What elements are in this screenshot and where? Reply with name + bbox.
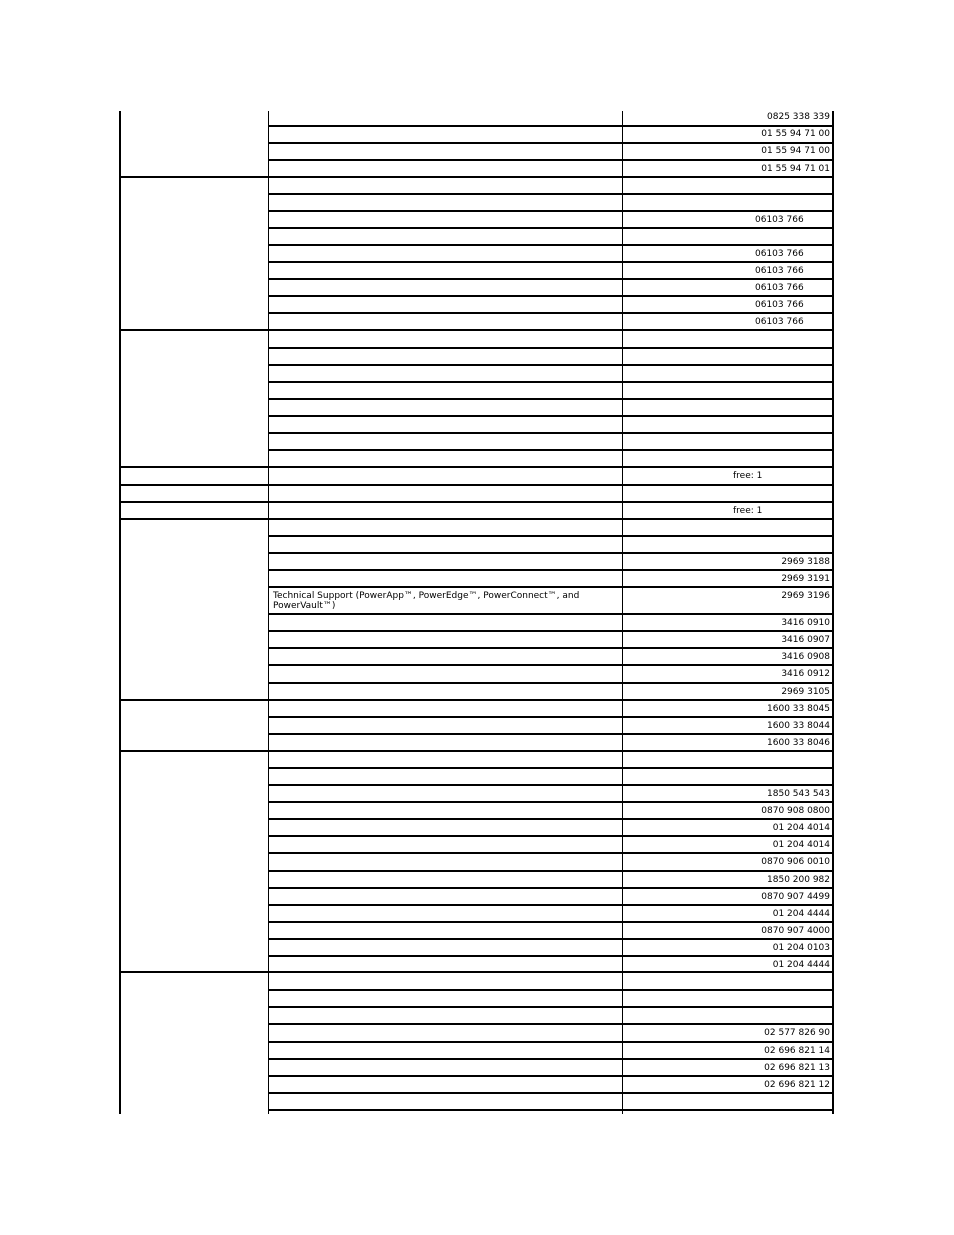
row-divider (268, 835, 834, 837)
phone-number: 1600 33 8045 (767, 704, 830, 714)
service-label: Technical Support (PowerApp™, PowerEdge™, PowerConnect™, and PowerVault™) (273, 591, 580, 611)
row-divider (268, 1041, 834, 1043)
row-divider (268, 586, 834, 588)
row-divider (119, 176, 834, 178)
phone-number: 01 55 94 71 01 (761, 164, 830, 174)
phone-number: free: 1 (733, 506, 763, 516)
row-divider (268, 938, 834, 940)
row-divider (119, 501, 834, 503)
row-divider (268, 159, 834, 161)
phone-number: 3416 0910 (781, 618, 830, 628)
row-divider (268, 1109, 834, 1111)
row-divider (268, 552, 834, 554)
phone-number: 1850 543 543 (767, 789, 830, 799)
table-border-left (119, 111, 121, 1114)
phone-number: 01 204 4444 (772, 909, 830, 919)
row-divider (268, 261, 834, 263)
phone-number: 0870 906 0010 (761, 857, 830, 867)
row-divider (268, 295, 834, 297)
row-divider (268, 647, 834, 649)
row-divider (268, 613, 834, 615)
row-divider (268, 210, 834, 212)
phone-number: 01 55 94 71 00 (761, 146, 830, 156)
row-divider (268, 312, 834, 314)
row-divider (268, 767, 834, 769)
row-divider (119, 699, 834, 701)
row-divider (268, 193, 834, 195)
phone-number: 06103 766 (755, 317, 804, 327)
phone-number: 0870 908 0800 (761, 806, 830, 816)
row-divider (268, 733, 834, 735)
row-divider (268, 1092, 834, 1094)
row-divider (268, 664, 834, 666)
phone-number: 01 204 4014 (772, 840, 830, 850)
phone-number: 1600 33 8044 (767, 721, 830, 731)
row-divider (268, 716, 834, 718)
phone-number: 01 204 4014 (772, 823, 830, 833)
row-divider (268, 989, 834, 991)
phone-number: 3416 0912 (781, 669, 830, 679)
row-divider (268, 244, 834, 246)
phone-number: 06103 766 (755, 215, 804, 225)
row-divider (268, 887, 834, 889)
row-divider (268, 364, 834, 366)
row-divider (268, 870, 834, 872)
row-divider (268, 142, 834, 144)
row-divider (268, 818, 834, 820)
phone-number: 2969 3196 (781, 591, 830, 601)
row-divider (119, 518, 834, 520)
row-divider (268, 398, 834, 400)
phone-number: 01 204 0103 (772, 943, 830, 953)
phone-number: 02 577 826 90 (764, 1028, 830, 1038)
row-divider (268, 1058, 834, 1060)
phone-number: 1600 33 8046 (767, 738, 830, 748)
row-divider (119, 329, 834, 331)
row-divider (268, 784, 834, 786)
phone-number: 01 55 94 71 00 (761, 129, 830, 139)
row-divider (268, 682, 834, 684)
row-divider (268, 381, 834, 383)
phone-number: 0870 907 4000 (761, 926, 830, 936)
row-divider (119, 750, 834, 752)
phone-number: 2969 3105 (781, 687, 830, 697)
row-divider (268, 278, 834, 280)
row-divider (268, 432, 834, 434)
row-divider (268, 227, 834, 229)
row-divider (119, 466, 834, 468)
phone-number: 2969 3188 (781, 557, 830, 567)
phone-number: 02 696 821 12 (764, 1080, 830, 1090)
row-divider (268, 449, 834, 451)
row-divider (268, 1075, 834, 1077)
row-divider (268, 569, 834, 571)
row-divider (268, 1023, 834, 1025)
phone-number: 06103 766 (755, 283, 804, 293)
row-divider (268, 1006, 834, 1008)
phone-number: 3416 0907 (781, 635, 830, 645)
row-divider (268, 801, 834, 803)
row-divider (268, 347, 834, 349)
row-divider (119, 971, 834, 973)
phone-number: 0825 338 339 (767, 112, 830, 122)
phone-number: 3416 0908 (781, 652, 830, 662)
row-divider (268, 535, 834, 537)
phone-number: 06103 766 (755, 300, 804, 310)
phone-number: free: 1 (733, 471, 763, 481)
phone-number: 1850 200 982 (767, 875, 830, 885)
row-divider (268, 125, 834, 127)
row-divider (119, 484, 834, 486)
phone-number: 02 696 821 13 (764, 1063, 830, 1073)
phone-number: 2969 3191 (781, 574, 830, 584)
phone-number: 06103 766 (755, 249, 804, 259)
phone-number: 02 696 821 14 (764, 1046, 830, 1056)
phone-number: 0870 907 4499 (761, 892, 830, 902)
row-divider (268, 955, 834, 957)
row-divider (268, 921, 834, 923)
phone-number: 06103 766 (755, 266, 804, 276)
phone-number: 01 204 4444 (772, 960, 830, 970)
row-divider (268, 904, 834, 906)
row-divider (268, 852, 834, 854)
row-divider (268, 415, 834, 417)
row-divider (268, 630, 834, 632)
